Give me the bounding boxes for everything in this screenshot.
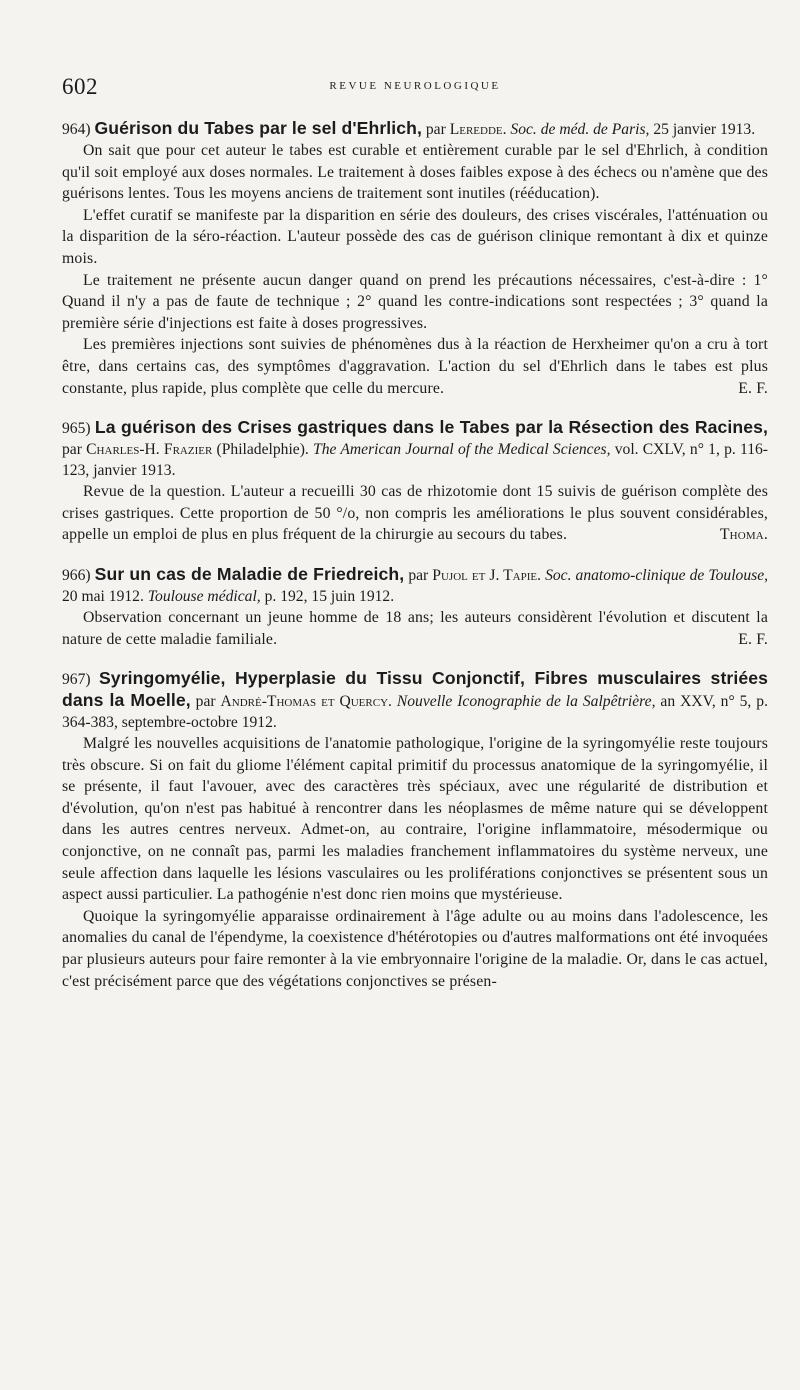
article-date: an XXV, n° 5, p. 364-383, septembre-octobre 1912. <box>62 693 768 732</box>
article-date: vol. CXLV, n° 1, p. 116-123, janvier 1913. <box>62 441 769 480</box>
article-authors: Leredde. <box>449 121 507 138</box>
paragraph: Quoique la syringomyélie apparaisse ordinairement à l'âge adulte ou au moins dans l'adolescence, les anomalies du canal de l'épendyme, la coexistence d'hétérotopies ou d'autres malformations ont été invoquées par plusieurs auteurs pour faire remonter à la vie embryonnaire l'origine de la maladie. Or, dans le cas actuel, c'est précisément parce que des végétations conjonctives se présen- <box>62 907 768 990</box>
article-header <box>62 417 768 481</box>
article-location: (Philadelphie). <box>216 441 309 459</box>
article-source-2: Toulouse médical, <box>147 587 261 605</box>
article-number: 966) <box>62 566 91 584</box>
article-title: Guérison du Tabes par le sel d'Ehrlich, <box>94 118 422 138</box>
article-authors: André-Thomas et Quercy. <box>220 693 392 711</box>
article-967 <box>62 668 768 992</box>
paragraph: Le traitement ne présente aucun danger quand on prend les précautions nécessaires, c'est-à-dire : 1° Quand il n'y a pas de faute de technique ; 2° quand les contre-indications sont respectées ; 3° quand la première série d'injections est faite à doses progressives. <box>62 271 768 332</box>
article-date: 25 janvier 1913. <box>653 121 756 138</box>
by-word: par <box>408 566 429 584</box>
paragraph-text: Observation concernant un jeune homme de 18 ans; les auteurs considèrent l'évolution et discutent la nature de cette maladie familiale. <box>62 608 768 648</box>
article-number: 967) <box>62 671 91 689</box>
article-header <box>62 668 768 733</box>
by-word: par <box>62 441 82 459</box>
article-964 <box>62 118 768 399</box>
article-number: 965) <box>62 420 91 438</box>
paragraph-text: Revue de la question. L'auteur a recueilli 30 cas de rhizotomie dont 15 suivis de guérison complète des crises gastriques. Cette proportion de 50 °/o, non compris les améliorations le plus souvent considérables, appelle un emploi de plus en plus fréquent de la chirurgie au secours du tabes. <box>62 483 768 544</box>
paragraph-with-signature <box>62 334 768 399</box>
article-source: Nouvelle Iconographie de la Salpêtrière, <box>396 693 656 711</box>
signature: Thoma. <box>719 526 768 544</box>
signature: E. F. <box>738 379 768 397</box>
article-date: 20 mai 1912. <box>62 587 144 605</box>
article-date-2: p. 192, 15 juin 1912. <box>264 587 395 605</box>
article-title: La guérison des Crises gastriques dans le Tabes par la Résection des Racines, <box>94 417 768 438</box>
paragraph: L'effet curatif se manifeste par la disparition en série des douleurs, des crises viscérales, l'atténuation ou la disparition de la séro-réaction. L'auteur possède des cas de guérison clinique remontant à dix et quinze mois. <box>62 206 768 267</box>
article-title: Syringomyélie, Hyperplasie du Tissu Conjonctif, Fibres musculaires striées dans la Moelle, <box>62 668 768 711</box>
running-head <box>62 74 768 104</box>
paragraph-with-signature <box>62 481 768 546</box>
article-header <box>62 564 768 607</box>
journal-title: REVUE NEUROLOGIQUE <box>329 80 501 92</box>
by-word: par <box>425 121 446 138</box>
article-header <box>62 118 768 140</box>
page-number: 602 <box>62 74 98 99</box>
paragraph: Malgré les nouvelles acquisitions de l'anatomie pathologique, l'origine de la syringomyélie reste toujours très obscure. Si on fait du gliome l'élément capital primitif du processus anatomique de la syringomyélie, il se présente, il faut l'avouer, avec des caractères très spéciaux, avec une régularité de distribution et d'évolution, qu'on n'est pas habitué à rencontrer dans les néoplasmes de même nature qui se développent dans les autres centres nerveux. Admet-on, au contraire, l'origine inflammatoire, mésodermique ou conjonctive, on ne connaît pas, parmi les maladies franchement inflammatoires du système nerveux, une seule affection dans laquelle les lésions vasculaires ou les proliférations conjonctives se présentent sous un aspect aussi particulier. La pathogénie n'est donc rien moins que mystérieuse. <box>62 735 768 904</box>
article-965 <box>62 417 768 546</box>
article-authors: Pujol et J. Tapie. <box>432 566 542 584</box>
paragraph-text: Les premières injections sont suivies de phénomènes dus à la réaction de Herxheimer qu'on a cru à tort être, dans certains cas, des symptômes d'aggravation. L'action du sel d'Ehrlich dans le tabes est plus constante, plus rapide, plus complète que celle du mercure. <box>62 336 768 397</box>
article-source: Soc. de méd. de Paris, <box>510 121 650 138</box>
by-word: par <box>195 693 216 711</box>
journal-page <box>62 74 768 1010</box>
article-number: 964) <box>62 121 91 138</box>
article-source: The American Journal of the Medical Sciences, <box>313 441 611 459</box>
signature: E. F. <box>738 630 768 648</box>
article-authors: Charles-H. Frazier <box>86 441 213 459</box>
article-966 <box>62 564 768 650</box>
article-title: Sur un cas de Maladie de Friedreich, <box>94 563 405 584</box>
article-source: Soc. anatomo-clinique de Toulouse, <box>545 566 769 584</box>
paragraph-with-signature <box>62 607 768 650</box>
paragraph: On sait que pour cet auteur le tabes est curable et entièrement curable par le sel d'Ehrlich, à condition qu'il soit employé aux doses normales. Le traitement à doses faibles expose à des échecs ou n'amène que des guérisons lentes. Tous les moyens anciens de traitement sont inutiles (rééducation). <box>62 142 768 203</box>
article-list <box>62 118 768 992</box>
